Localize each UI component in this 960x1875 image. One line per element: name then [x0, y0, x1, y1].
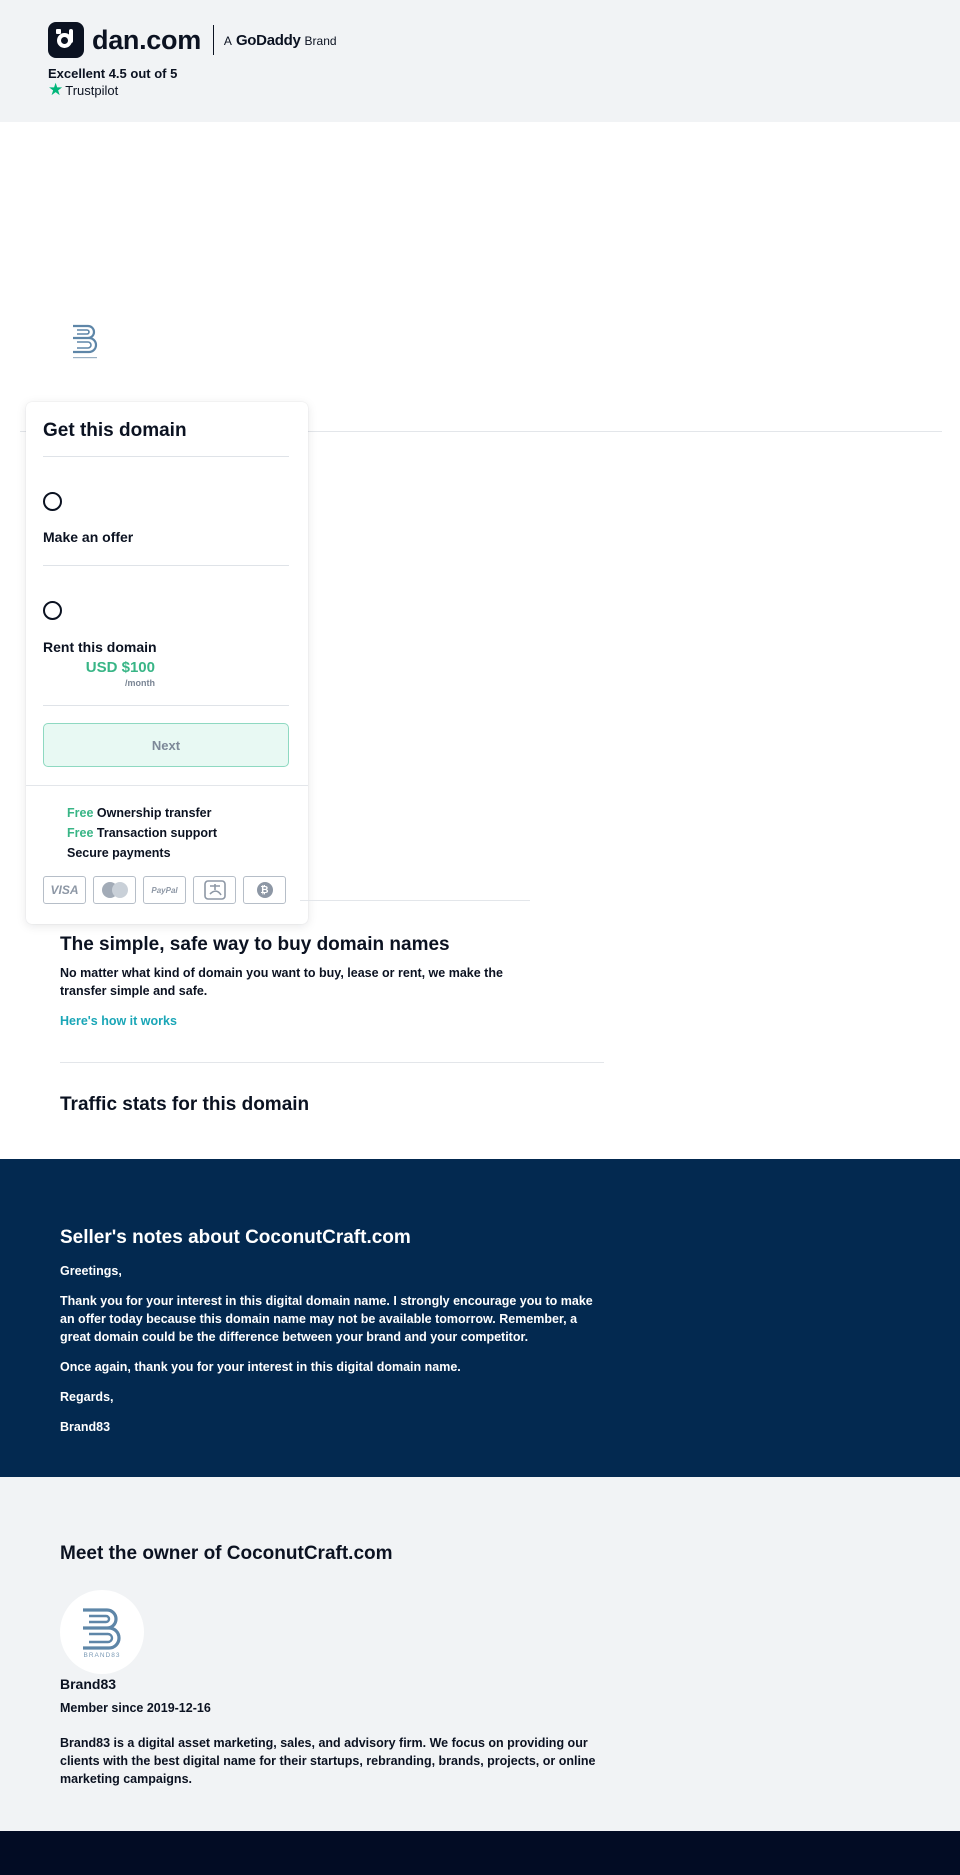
feature-text: Ownership transfer: [96, 806, 212, 820]
logo-text: BRAND83: [83, 1652, 121, 1658]
star-icon: ★: [48, 80, 64, 99]
seller-notes-title: Seller's notes about CoconutCraft.com: [60, 1227, 411, 1248]
brand-name: dan.com: [92, 24, 201, 55]
godaddy-suffix: Brand: [304, 33, 337, 48]
member-since: Member since 2019-12-16: [60, 1701, 211, 1715]
godaddy-name: GoDaddy: [235, 31, 301, 49]
avatar: [60, 1590, 144, 1674]
seller-notes-section: [0, 1159, 960, 1477]
owner-description: Brand83 is a digital asset marketing, sales, and advisory firm. We focus on providing our clients with the best digital name for their startups, rebranding, brands, projects, or online marketing campaigns.: [60, 1736, 596, 1786]
rent-domain-radio[interactable]: [43, 601, 62, 620]
rent-period: /month: [125, 678, 155, 688]
owner-name: Brand83: [60, 1676, 117, 1692]
divider: [300, 900, 530, 901]
brand-divider: [213, 25, 214, 55]
paypal-icon: [143, 876, 186, 904]
notes-regards: Regards,: [60, 1390, 114, 1404]
bitcoin-icon: ₿: [243, 876, 286, 904]
footer-bar: [0, 1831, 960, 1875]
divider: [60, 1062, 604, 1063]
get-domain-card: [26, 402, 308, 924]
notes-paragraph: Thank you for your interest in this digital domain name. I strongly encourage you to make an offer today because this domain name may not be available tomorrow. Remember, a great domain could be the difference between your brand and your competitor.: [60, 1294, 593, 1344]
free-tag: Free: [67, 806, 94, 820]
payment-methods: [43, 876, 286, 904]
card-divider: [43, 456, 289, 457]
seller-logo-icon: [70, 322, 100, 360]
owner-section: [0, 1477, 960, 1831]
card-divider: [43, 705, 289, 706]
feature-text: Transaction support: [96, 826, 218, 840]
godaddy-prefix: A: [223, 33, 232, 48]
rating-text: Excellent 4.5 out of 5: [48, 66, 178, 81]
safe-way-text: No matter what kind of domain you want to buy, lease or rent, we make the transfer simple and safe.: [60, 966, 503, 998]
godaddy-brand: [224, 32, 337, 49]
paypal-label: PayPal: [151, 885, 178, 895]
mastercard-icon: [93, 876, 136, 904]
feature-transaction-support: [67, 826, 217, 840]
free-tag: Free: [67, 826, 94, 840]
visa-label: VISA: [50, 883, 79, 897]
feature-text: Secure payments: [67, 846, 171, 860]
card-divider: [26, 785, 308, 786]
trustpilot-label: Trustpilot: [65, 82, 119, 98]
make-offer-label[interactable]: Make an offer: [43, 529, 134, 545]
feature-ownership-transfer: [67, 806, 212, 820]
feature-secure-payments: [67, 846, 171, 860]
safe-way-title: The simple, safe way to buy domain names: [60, 934, 450, 955]
visa-icon: [43, 876, 86, 904]
make-offer-radio[interactable]: [43, 492, 62, 511]
rent-price: USD $100: [85, 659, 155, 676]
brand83-logo-icon: [77, 1606, 127, 1658]
brand-logo[interactable]: [48, 22, 337, 58]
notes-paragraph: Once again, thank you for your interest in this digital domain name.: [60, 1360, 461, 1374]
card-divider: [43, 565, 289, 566]
next-button[interactable]: Next: [43, 723, 289, 767]
how-it-works-link[interactable]: Here's how it works: [60, 1014, 177, 1028]
alipay-icon: [193, 876, 236, 904]
rent-domain-label[interactable]: Rent this domain: [43, 639, 157, 655]
dan-logo-icon: [48, 22, 84, 58]
notes-greeting: Greetings,: [60, 1264, 122, 1278]
trustpilot-badge[interactable]: [48, 82, 118, 98]
notes-signature: Brand83: [60, 1420, 111, 1434]
owner-title: Meet the owner of CoconutCraft.com: [60, 1543, 393, 1564]
site-header: [0, 0, 960, 122]
traffic-stats-title: Traffic stats for this domain: [60, 1094, 310, 1115]
card-title: Get this domain: [43, 420, 187, 441]
